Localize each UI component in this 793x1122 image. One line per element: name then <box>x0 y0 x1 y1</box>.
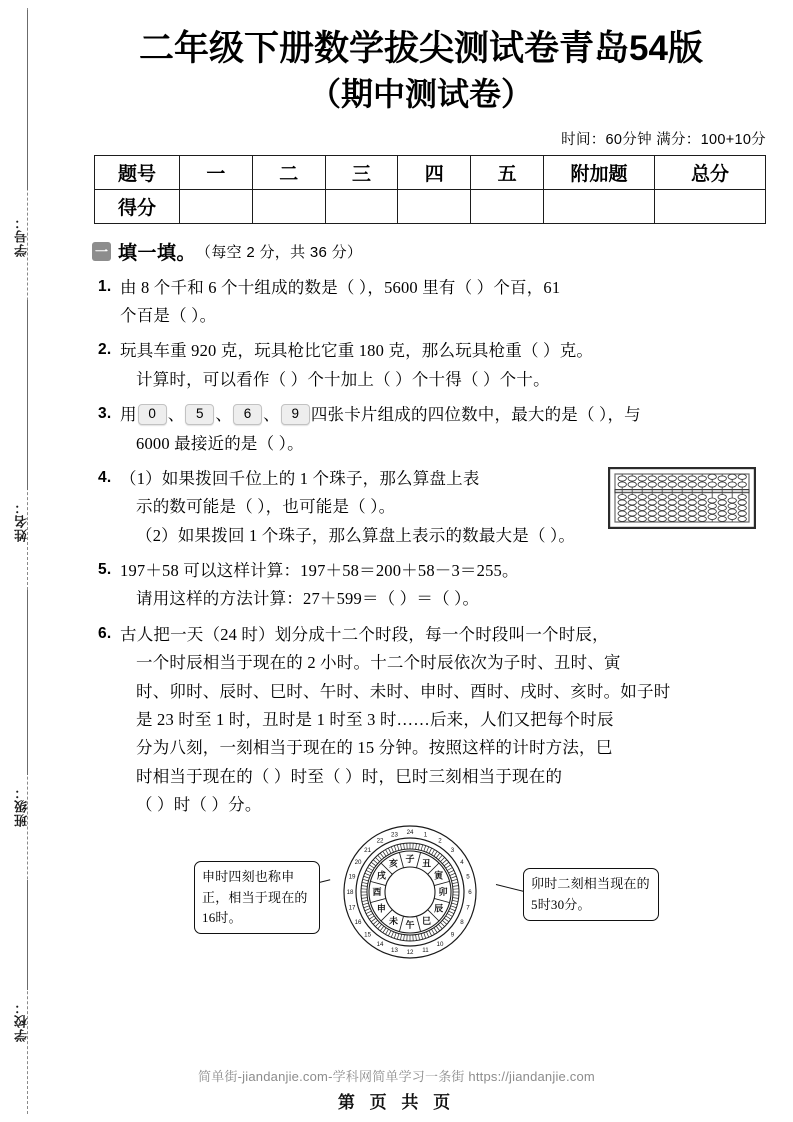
question-6-body <box>98 621 764 820</box>
svg-text:巳: 巳 <box>421 916 432 927</box>
callout-maoshi: 卯时二刻相当现在的5时30分。 <box>523 868 659 920</box>
question-3-line-2: 6000 最接近的是（ ）。 <box>136 433 304 453</box>
svg-text:戌: 戌 <box>376 871 386 882</box>
question-3-number: 3. <box>98 405 112 423</box>
score-table-col-3: 三 <box>325 155 398 189</box>
question-6-line-6: 时相当于现在的（ ）时至（ ）时，巳时三刻相当于现在的 <box>136 766 563 786</box>
score-cell-1[interactable] <box>180 189 253 223</box>
question-4-line-3: （2）如果拨回 1 个珠子，那么算盘上表示的数最大是（ ）。 <box>136 525 576 545</box>
question-2-line-1: 玩具车重 920 克，玩具枪比它重 180 克，那么玩具枪重（ ）克。 <box>120 341 594 361</box>
svg-text:5: 5 <box>466 874 470 882</box>
question-5-number: 5. <box>98 561 112 579</box>
svg-text:8: 8 <box>460 919 464 927</box>
question-6 <box>98 621 764 820</box>
svg-text:12: 12 <box>406 949 414 957</box>
svg-text:4: 4 <box>460 859 464 867</box>
rail-segment-1 <box>27 10 28 190</box>
score-cell-bonus[interactable] <box>544 189 655 223</box>
margin-label-student-name: 姓名： <box>14 500 29 542</box>
svg-text:丑: 丑 <box>421 859 432 870</box>
number-card-6: 6 <box>233 404 262 425</box>
page-subtitle: （期中测试卷） <box>308 76 533 113</box>
rail-segment-2 <box>27 300 28 490</box>
svg-text:21: 21 <box>364 847 372 855</box>
svg-text:申: 申 <box>376 904 386 915</box>
svg-text:1: 1 <box>423 831 428 839</box>
score-cell-5[interactable] <box>471 189 544 223</box>
svg-text:3: 3 <box>450 847 455 855</box>
question-2 <box>98 337 764 394</box>
number-card-5: 5 <box>185 404 214 425</box>
score-table-col-1: 一 <box>180 155 253 189</box>
question-6-line-3: 时、卯时、辰时、巳时、午时、未时、申时、酉时、戌时、亥时。如子时 <box>136 681 671 701</box>
card-sep-1: 、 <box>167 405 185 425</box>
section-title: 填一填。 <box>118 242 197 264</box>
footer-page-indicator: 第 页 共 页 <box>337 1093 456 1112</box>
exam-meta-info: 时间：60分钟 满分：100+10分 <box>561 131 766 148</box>
svg-text:24: 24 <box>406 829 414 837</box>
svg-text:辰: 辰 <box>434 904 444 915</box>
question-1-line-1: 由 8 个千和 6 个十组成的数是（ ），5600 里有（ ）个百，61 <box>120 277 561 297</box>
footer-source-watermark: 简单街-jiandanjie.com-学科网简单学习一条街 https://jiandanjie.com <box>198 1069 595 1084</box>
margin-label-school: 学校： <box>14 1000 29 1042</box>
question-5-body <box>98 557 764 614</box>
svg-text:16: 16 <box>354 919 362 927</box>
score-cell-2[interactable] <box>252 189 325 223</box>
shichen-clock-figure <box>98 826 764 958</box>
svg-text:6: 6 <box>468 889 472 897</box>
question-1-number: 1. <box>98 277 112 295</box>
svg-text:22: 22 <box>376 837 384 845</box>
rail-segment-3 <box>27 590 28 775</box>
question-4-line-2: 示的数可能是（ ），也可能是（ ）。 <box>136 497 396 517</box>
svg-text:9: 9 <box>450 932 455 940</box>
score-table-col-4: 四 <box>398 155 471 189</box>
question-3-line-1 <box>120 401 764 429</box>
svg-text:2: 2 <box>438 837 442 845</box>
question-6-line-5: 分为八刻，一刻相当于现在的 15 分钟。按照这样的计时方法，巳 <box>136 738 613 758</box>
svg-text:亥: 亥 <box>388 859 399 870</box>
question-2-line-2: 计算时，可以看作（ ）个十加上（ ）个十得（ ）个十。 <box>136 369 550 389</box>
svg-text:10: 10 <box>436 941 444 949</box>
question-1 <box>98 274 764 331</box>
svg-text:7: 7 <box>466 905 470 913</box>
score-table-col-bonus: 附加题 <box>544 155 655 189</box>
svg-text:14: 14 <box>376 941 384 949</box>
question-6-line-1: 古人把一天（24 时）划分成十二个时段，每一个时段叫一个时辰， <box>120 624 609 644</box>
question-5-line-1: 197＋58 可以这样计算：197＋58＝200＋58－3＝255。 <box>120 561 519 581</box>
question-2-body <box>98 337 764 394</box>
score-table-col-5: 五 <box>471 155 544 189</box>
score-table-col-total: 总分 <box>655 155 766 189</box>
question-3-body <box>98 401 764 458</box>
svg-text:11: 11 <box>422 947 429 955</box>
score-cell-4[interactable] <box>398 189 471 223</box>
question-4 <box>98 465 764 550</box>
callout-right-leader <box>496 884 523 892</box>
question-1-line-2: 个百是（ ）。 <box>120 306 217 326</box>
svg-text:寅: 寅 <box>434 871 444 882</box>
svg-text:15: 15 <box>364 932 372 940</box>
question-6-line-4: 是 23 时至 1 时，丑时是 1 时至 3 时……后来，人们又把每个时辰 <box>136 709 614 729</box>
question-1-body <box>98 274 764 331</box>
question-4-line-1: （1）如果拨回千位上的 1 个珠子，那么算盘上表 <box>120 468 480 488</box>
card-sep-2: 、 <box>215 405 233 425</box>
score-table-row-label-score: 得分 <box>95 189 180 223</box>
svg-text:20: 20 <box>354 859 362 867</box>
svg-text:卯: 卯 <box>438 887 448 898</box>
question-3-suffix: 四张卡片组成的四位数中，最大的是（ ），与 <box>310 405 641 425</box>
margin-label-student-id: 学号： <box>14 215 29 257</box>
exam-content <box>62 0 780 1122</box>
svg-text:未: 未 <box>388 916 399 927</box>
score-cell-total[interactable] <box>655 189 766 223</box>
page-title: 二年级下册数学拔尖测试卷青岛54版 <box>139 29 703 68</box>
question-3 <box>98 401 764 458</box>
question-4-number: 4. <box>98 468 112 486</box>
svg-text:子: 子 <box>405 854 415 865</box>
svg-text:午: 午 <box>405 920 415 931</box>
svg-text:酉: 酉 <box>372 887 382 898</box>
score-cell-3[interactable] <box>325 189 398 223</box>
question-6-line-7: （ ）时（ ）分。 <box>136 795 262 815</box>
callout-shenshi: 申时四刻也称申正，相当于现在的16时。 <box>194 861 320 933</box>
svg-text:19: 19 <box>348 874 356 882</box>
question-6-line-2: 一个时辰相当于现在的 2 小时。十二个时辰依次为子时、丑时、寅 <box>136 653 621 673</box>
twelve-shichen-clock-icon <box>325 822 495 962</box>
svg-text:23: 23 <box>391 831 398 839</box>
question-5-line-2: 请用这样的方法计算：27＋599＝（ ）＝（ ）。 <box>136 589 480 609</box>
question-2-number: 2. <box>98 341 112 359</box>
svg-text:18: 18 <box>346 889 354 897</box>
svg-text:13: 13 <box>391 947 398 955</box>
margin-label-class: 班级： <box>14 785 29 827</box>
card-sep-3: 、 <box>263 405 280 425</box>
score-table-score-row <box>95 189 766 223</box>
margin-rail <box>0 0 58 1122</box>
svg-text:17: 17 <box>348 905 356 913</box>
question-list <box>98 274 764 820</box>
section-points: （每空 2 分，共 36 分） <box>196 243 363 261</box>
question-3-prefix: 用 <box>120 405 137 425</box>
number-card-9: 9 <box>281 404 310 425</box>
abacus-icon <box>608 467 756 529</box>
question-6-number: 6. <box>98 624 112 642</box>
number-card-0: 0 <box>138 404 167 425</box>
score-table-col-2: 二 <box>252 155 325 189</box>
score-table-header-row <box>95 155 766 189</box>
section-header-fill-in-blanks <box>92 238 780 265</box>
abacus-image <box>608 467 756 538</box>
score-table <box>94 155 766 224</box>
question-5 <box>98 557 764 614</box>
score-table-row-label-number: 题号 <box>95 155 180 189</box>
section-number-badge: 一 <box>92 242 111 261</box>
rail-segment-4 <box>27 880 28 990</box>
